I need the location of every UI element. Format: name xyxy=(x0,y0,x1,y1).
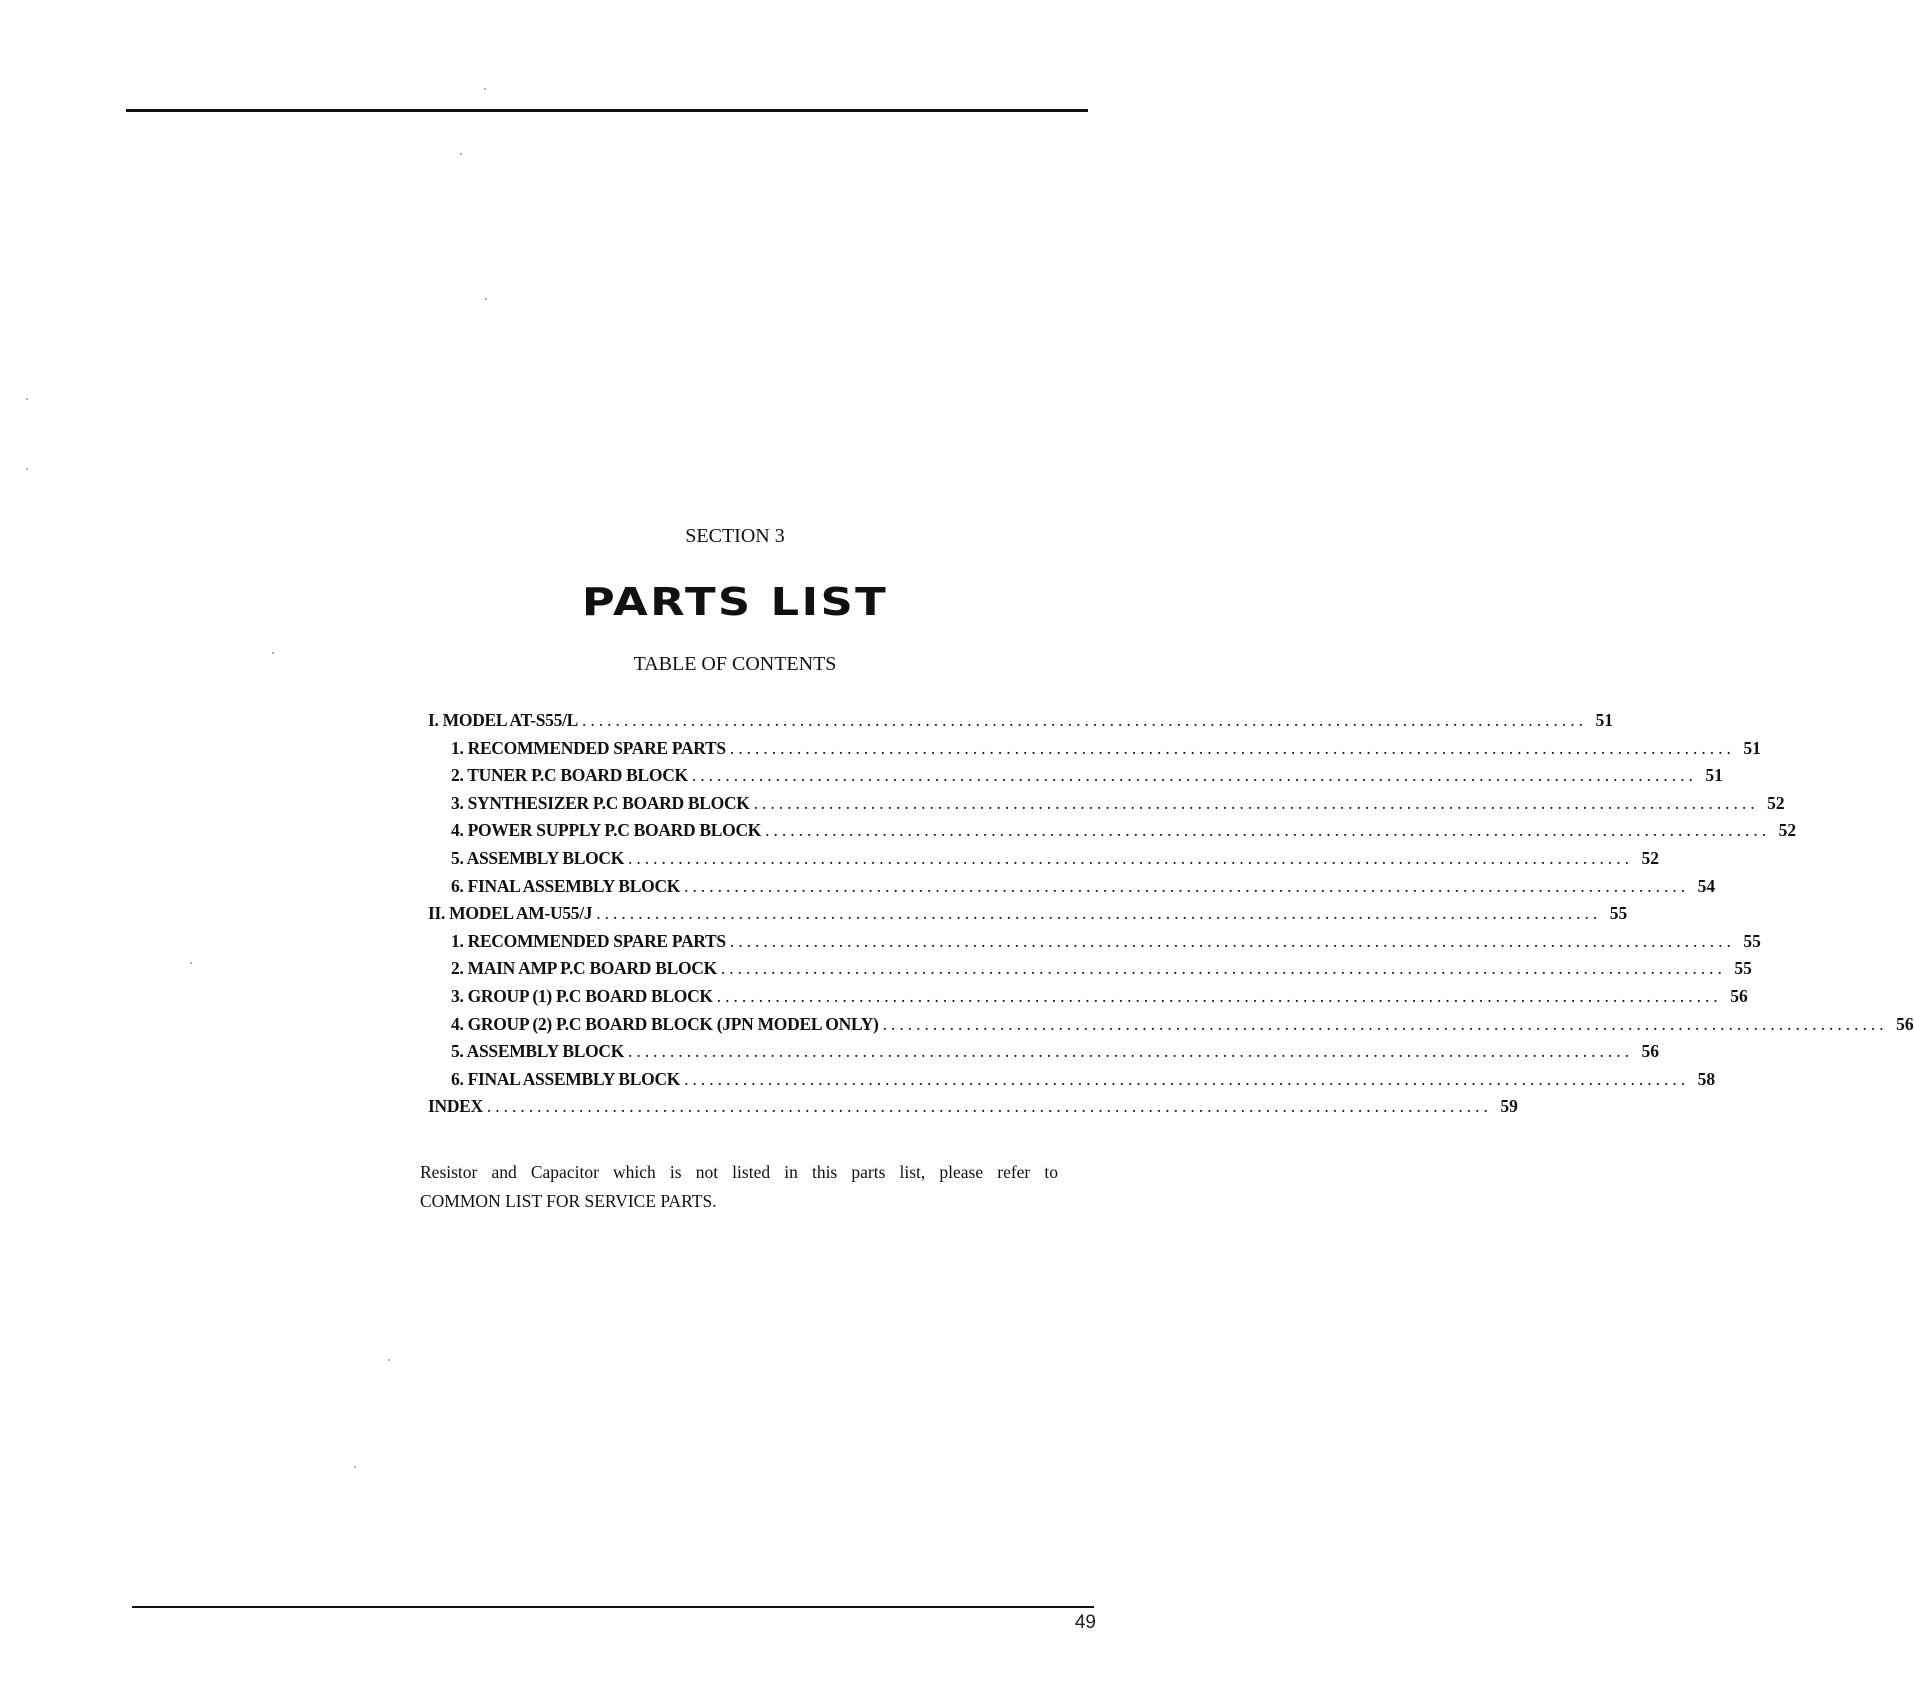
toc-leader-dots: ........................................................................................................................ xyxy=(729,930,1735,951)
toc-leader-dots: ........................................................................................................................ xyxy=(882,1013,1888,1034)
toc-entry-page: 52 xyxy=(1767,792,1785,813)
toc-leader-dots: ........................................................................................................................ xyxy=(729,737,1735,758)
toc-entry-page: 58 xyxy=(1697,1068,1716,1089)
toc-leader-dots: ........................................................................................................................ xyxy=(684,875,1690,896)
toc-leader-dots: ........................................................................................................................ xyxy=(753,792,1759,813)
toc-entry-page: 55 xyxy=(1743,930,1761,951)
toc-entry xyxy=(428,792,1785,821)
footnote-line: Resistor and Capacitor which is not listed in this parts list, please refer to xyxy=(420,1162,1058,1182)
scan-speck xyxy=(484,88,486,90)
toc-entry-page: 59 xyxy=(1500,1096,1518,1117)
toc-entry xyxy=(428,1068,1716,1097)
toc-entry xyxy=(428,765,1723,793)
footnote xyxy=(420,1158,1058,1216)
toc-entry-page: 51 xyxy=(1705,765,1723,786)
toc-leader-dots: ........................................................................................................................ xyxy=(628,847,1634,868)
page-number: 49 xyxy=(1074,1612,1096,1633)
toc-entry xyxy=(428,1041,1660,1069)
section-label: SECTION 3 xyxy=(685,525,785,547)
toc-entry xyxy=(428,958,1752,986)
toc-leader-dots: ........................................................................................................................ xyxy=(486,1096,1492,1117)
toc-entry xyxy=(428,737,1761,766)
toc-entry-page: 54 xyxy=(1697,875,1716,896)
toc-entry-page: 55 xyxy=(1609,903,1628,924)
toc-leader-dots: ........................................................................................................................ xyxy=(716,985,1722,1006)
scan-speck xyxy=(272,652,274,654)
toc-entry xyxy=(428,847,1660,876)
toc-entry xyxy=(428,930,1761,959)
toc-entry-page: 56 xyxy=(1730,985,1748,1006)
toc-entry-label: 2. MAIN AMP P.C BOARD BLOCK xyxy=(451,958,717,979)
toc-entry-label: I. MODEL AT-S55/L xyxy=(428,710,579,730)
toc-entry-label: II. MODEL AM-U55/J xyxy=(428,903,593,924)
toc-entry-label: 2. TUNER P.C BOARD BLOCK xyxy=(451,765,688,786)
toc-entry xyxy=(428,710,1614,738)
toc-entry-label: INDEX xyxy=(428,1096,483,1117)
toc-entry-label: 4. POWER SUPPLY P.C BOARD BLOCK xyxy=(451,820,762,841)
toc-entry xyxy=(428,820,1797,848)
toc-entry-page: 56 xyxy=(1641,1041,1660,1062)
toc-leader-dots: ........................................................................................................................ xyxy=(765,820,1771,841)
toc-entry-label: 5. ASSEMBLY BLOCK xyxy=(451,847,625,868)
footnote-line: COMMON LIST FOR SERVICE PARTS. xyxy=(420,1191,717,1211)
scan-speck xyxy=(485,298,487,300)
toc-leader-dots: ........................................................................................................................ xyxy=(596,903,1602,924)
toc-leader-dots: ........................................................................................................................ xyxy=(582,710,1588,730)
toc-entry-label: 6. FINAL ASSEMBLY BLOCK xyxy=(451,1068,681,1089)
toc-entry-label: 1. RECOMMENDED SPARE PARTS xyxy=(451,930,726,951)
toc-entry xyxy=(428,875,1716,904)
scan-speck xyxy=(26,398,28,400)
toc-leader-dots: ........................................................................................................................ xyxy=(720,958,1726,979)
toc-entry-label: 3. SYNTHESIZER P.C BOARD BLOCK xyxy=(451,792,750,813)
toc-heading: TABLE OF CONTENTS xyxy=(633,653,837,675)
toc-entry-page: 52 xyxy=(1778,820,1797,841)
toc-entry-label: 3. GROUP (1) P.C BOARD BLOCK xyxy=(451,985,713,1006)
toc-leader-dots: ........................................................................................................................ xyxy=(628,1041,1634,1062)
scan-speck xyxy=(26,468,28,470)
toc-leader-dots: ........................................................................................................................ xyxy=(684,1068,1690,1089)
toc-entry-page: 51 xyxy=(1595,710,1614,730)
toc-entry-page: 55 xyxy=(1734,958,1752,979)
toc-leader-dots: ........................................................................................................................ xyxy=(691,765,1697,786)
scan-speck xyxy=(388,1359,390,1361)
scan-speck xyxy=(460,153,462,155)
toc-entry-page: 56 xyxy=(1896,1013,1914,1034)
toc-entry xyxy=(428,1096,1518,1124)
toc-entry-label: 6. FINAL ASSEMBLY BLOCK xyxy=(451,875,681,896)
toc-entry-label: 4. GROUP (2) P.C BOARD BLOCK (JPN MODEL ONLY) xyxy=(451,1013,879,1034)
toc-entry xyxy=(428,903,1628,931)
top-rule xyxy=(126,109,1088,112)
toc-entry xyxy=(428,985,1748,1014)
toc-entry-label: 5. ASSEMBLY BLOCK xyxy=(451,1041,625,1062)
toc-entry-page: 51 xyxy=(1743,737,1761,758)
toc-entry-page: 52 xyxy=(1641,847,1660,868)
table-of-contents xyxy=(428,710,1914,1124)
scan-speck xyxy=(190,962,192,964)
scan-speck xyxy=(354,1466,356,1468)
bottom-rule xyxy=(132,1606,1094,1608)
toc-entry xyxy=(428,1013,1914,1042)
toc-entry-label: 1. RECOMMENDED SPARE PARTS xyxy=(451,737,726,758)
page-title: PARTS LIST xyxy=(581,580,889,624)
